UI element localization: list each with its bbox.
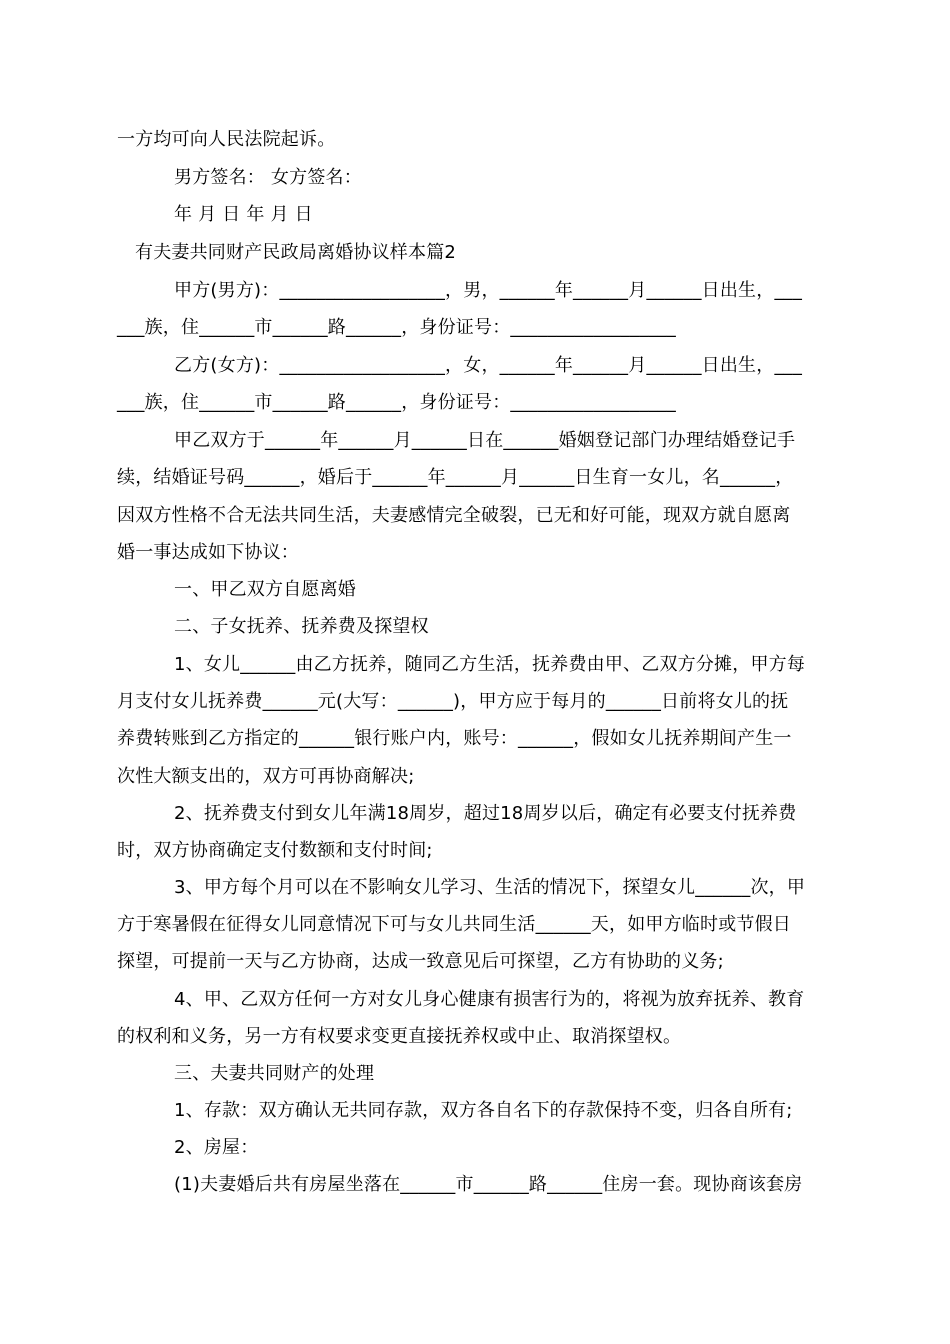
text-line: 因双方性格不合无法共同生活，夫妻感情完全破裂，已无和好可能，现双方就自愿离: [117, 505, 791, 526]
clause-heading: 一、甲乙双方自愿离婚: [174, 579, 356, 600]
text-line: 1、存款：双方确认无共同存款，双方各自名下的存款保持不变，归各自所有;: [174, 1100, 793, 1121]
text-line: ___族，住______市______路______，身份证号：__________________: [117, 317, 676, 338]
text-line: 婚一事达成如下协议：: [117, 542, 299, 563]
text-line: 2、抚养费支付到女儿年满18周岁，超过18周岁以后，确定有必要支付抚养费: [174, 803, 797, 824]
clause-heading: 三、夫妻共同财产的处理: [174, 1063, 375, 1084]
text-line: 的权利和义务，另一方有权要求变更直接抚养权或中止、取消探望权。: [117, 1026, 682, 1047]
text-line: 乙方(女方)：__________________，女，______年______月______日出生，___: [174, 355, 803, 376]
text-line: 2、房屋：: [174, 1137, 259, 1158]
text-line: 4、甲、乙双方任何一方对女儿身心健康有损害行为的，将视为放弃抚养、教育: [174, 989, 805, 1010]
date-line: 年 月 日 年 月 日: [174, 204, 313, 225]
text-line: 探望，可提前一天与乙方协商，达成一致意见后可探望，乙方有协助的义务;: [117, 951, 724, 972]
text-line: 1、女儿______由乙方抚养，随同乙方生活，抚养费由甲、乙双方分摊，甲方每: [174, 654, 806, 675]
text-line: 甲方(男方)：__________________，男，______年______月______日出生，___: [174, 280, 803, 301]
section-title: 有夫妻共同财产民政局离婚协议样本篇2: [135, 242, 457, 263]
text-line: 续，结婚证号码______，婚后于______年______月______日生育一女儿，名______，: [117, 467, 794, 488]
text-line: (1)夫妻婚后共有房屋坐落在______市______路______住房一套。现协商该套房: [174, 1174, 803, 1195]
text-line: ___族，住______市______路______，身份证号：__________________: [117, 392, 676, 413]
clause-heading: 二、子女抚养、抚养费及探望权: [174, 616, 429, 637]
text-line: 3、甲方每个月可以在不影响女儿学习、生活的情况下，探望女儿______次，甲: [174, 877, 806, 898]
text-line: 次性大额支出的，双方可再协商解决;: [117, 766, 415, 787]
signature-line: 男方签名： 女方签名：: [174, 167, 362, 188]
text-line: 甲乙双方于______年______月______日在______婚姻登记部门办理结婚登记手: [174, 430, 796, 451]
text-line: 养费转账到乙方指定的______银行账户内，账号：______，假如女儿抚养期间产生一: [117, 728, 792, 749]
text-line: 方于寒暑假在征得女儿同意情况下可与女儿共同生活______天，如甲方临时或节假日: [117, 914, 791, 935]
text-line: 月支付女儿抚养费______元(大写：______)，甲方应于每月的______日前将女儿的抚: [117, 691, 789, 712]
text-line: 一方均可向人民法院起诉。: [117, 129, 336, 150]
text-line: 时，双方协商确定支付数额和支付时间;: [117, 840, 433, 861]
